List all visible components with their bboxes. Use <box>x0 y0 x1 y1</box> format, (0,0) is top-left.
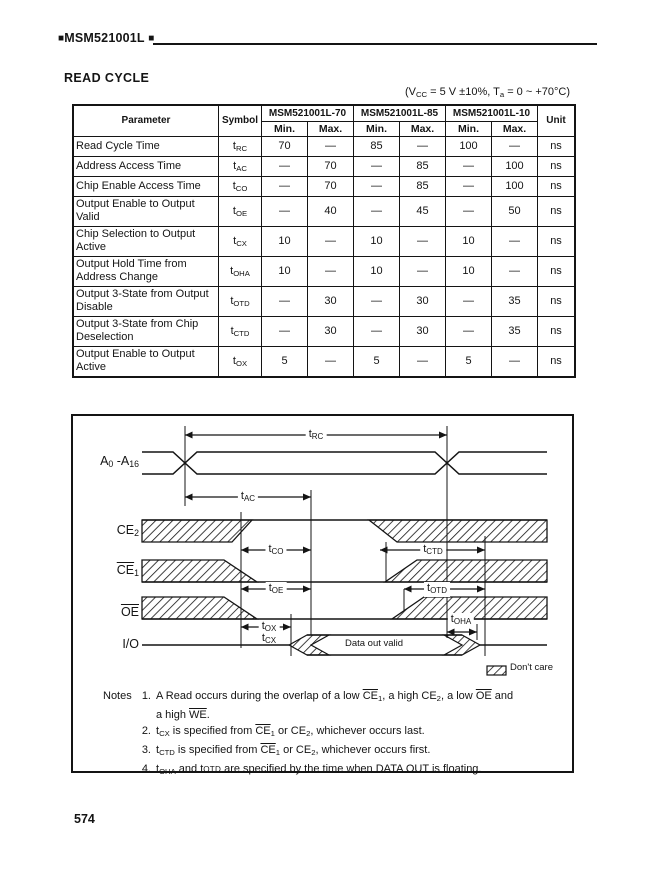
timing-label-tox: $t_{OX}$ <box>259 620 280 635</box>
unit-cell: ns <box>538 136 576 156</box>
section-title: READ CYCLE <box>64 71 150 85</box>
cell: — <box>400 136 446 156</box>
unit-cell: ns <box>538 286 576 316</box>
cell: 30 <box>308 286 354 316</box>
timing-diagram-box <box>71 414 574 776</box>
param-name: Output Enable to Output Active <box>73 346 219 377</box>
note-text: $t_{CTD}$ is specified from $\overline{CE}_1$ or $CE_2$, whichever occurs first. <box>156 743 431 757</box>
note-row <box>103 707 565 723</box>
table-row <box>73 256 575 286</box>
timing-label-tac: $t_{AC}$ <box>238 490 258 505</box>
part-number: MSM521001L <box>64 31 145 45</box>
timing-label-tcx: $t_{CX}$ <box>261 632 277 645</box>
cell: 100 <box>446 136 492 156</box>
timing-label-trc: $t_{RC}$ <box>306 428 327 443</box>
cell: — <box>492 256 538 286</box>
cell: — <box>354 196 400 226</box>
cell: 10 <box>262 226 308 256</box>
cell: — <box>308 226 354 256</box>
cell: 30 <box>400 286 446 316</box>
cell: — <box>308 136 354 156</box>
note-number <box>137 707 151 723</box>
cell: — <box>446 196 492 226</box>
cell: — <box>492 346 538 377</box>
timing-label-totd: $t_{OTD}$ <box>424 582 450 597</box>
param-name: Address Access Time <box>73 156 219 176</box>
col-header-min: Min. <box>446 121 492 136</box>
param-symbol: $t_{AC}$ <box>219 156 262 176</box>
cell: 85 <box>354 136 400 156</box>
cell: — <box>308 346 354 377</box>
param-symbol: $t_{CX}$ <box>219 226 262 256</box>
note-text: a high $\overline{WE}$. <box>156 708 210 721</box>
cell: — <box>354 286 400 316</box>
cell: 100 <box>492 176 538 196</box>
note-text: A Read occurs during the overlap of a low $\overline{CE}_1$, a high $CE_2$, a low $\overline{OE}$ and <box>156 690 514 703</box>
signal-label-ce2: $CE_2$ <box>116 523 139 539</box>
header-rule <box>153 43 597 45</box>
cell: — <box>446 176 492 196</box>
table-row <box>73 316 575 346</box>
param-symbol: $t_{CO}$ <box>219 176 262 196</box>
timing-label-tctd: $t_{CTD}$ <box>420 543 446 558</box>
unit-cell: ns <box>538 176 576 196</box>
col-header-min: Min. <box>262 121 308 136</box>
cell: 50 <box>492 196 538 226</box>
address-waveform <box>142 452 547 474</box>
timing-label-tco: $t_{CO}$ <box>265 543 286 558</box>
cell: 5 <box>354 346 400 377</box>
param-symbol: $t_{RC}$ <box>219 136 262 156</box>
table-row <box>73 176 575 196</box>
signal-label-ce1: $\overline{CE}_1$ <box>116 563 139 579</box>
cell: 100 <box>492 156 538 176</box>
note-row <box>103 723 565 742</box>
notes <box>103 688 565 779</box>
cell: — <box>492 226 538 256</box>
unit-cell: ns <box>538 346 576 377</box>
col-header-min: Min. <box>354 121 400 136</box>
col-header-parameter: Parameter <box>73 105 219 136</box>
param-name: Output 3-State from Chip Deselection <box>73 316 219 346</box>
note-number: 2. <box>141 724 151 737</box>
cell: — <box>354 176 400 196</box>
param-name: Chip Enable Access Time <box>73 176 219 196</box>
unit-cell: ns <box>538 196 576 226</box>
note-text: $t_{OHA}$ and tOTD are specified by the time when DATA OUT is floating. <box>156 762 482 776</box>
cell: — <box>446 316 492 346</box>
cell: 70 <box>308 156 354 176</box>
unit-cell: ns <box>538 316 576 346</box>
dont-care-label: Don't care <box>510 662 554 673</box>
note-text: $t_{CX}$ is specified from $\overline{CE}_1$ or $CE_2$, whichever occurs last. <box>156 724 425 738</box>
cell: 10 <box>446 256 492 286</box>
cell: — <box>446 156 492 176</box>
col-header-symbol: Symbol <box>219 105 262 136</box>
cell: 85 <box>400 156 446 176</box>
table-row <box>73 226 575 256</box>
cell: 30 <box>308 316 354 346</box>
unit-cell: ns <box>538 226 576 256</box>
note-number: 1. <box>141 690 151 702</box>
unit-cell: ns <box>538 156 576 176</box>
cell: — <box>262 286 308 316</box>
cell: 10 <box>446 226 492 256</box>
param-symbol: $t_{OX}$ <box>219 346 262 377</box>
oe-waveform <box>142 597 547 619</box>
cell: 85 <box>400 176 446 196</box>
param-name: Output 3-State from Output Disable <box>73 286 219 316</box>
col-header-max: Max. <box>492 121 538 136</box>
cell: 10 <box>354 226 400 256</box>
cell: 35 <box>492 316 538 346</box>
square-marker-icon: ■ <box>148 33 155 44</box>
cell: — <box>262 176 308 196</box>
col-header-max: Max. <box>400 121 446 136</box>
dont-care-swatch <box>487 666 506 675</box>
page-number: 574 <box>74 812 95 826</box>
table-row <box>73 346 575 377</box>
square-marker-icon: ■ <box>58 33 65 44</box>
table-row <box>73 286 575 316</box>
cell: — <box>262 196 308 226</box>
timing-label-toha: $t_{OHA}$ <box>448 613 474 628</box>
cell: — <box>354 156 400 176</box>
note-row <box>103 742 565 761</box>
param-name: Chip Selection to Output Active <box>73 226 219 256</box>
col-header-group-10: MSM521001L-10 <box>446 105 538 121</box>
param-name: Output Hold Time from Address Change <box>73 256 219 286</box>
param-symbol: $t_{OE}$ <box>219 196 262 226</box>
cell: 40 <box>308 196 354 226</box>
cell: 70 <box>262 136 308 156</box>
col-header-max: Max. <box>308 121 354 136</box>
note-number: 4. <box>141 762 151 775</box>
signal-label-io: I/O <box>122 637 139 651</box>
ce2-waveform <box>142 520 547 542</box>
param-symbol: $t_{OHA}$ <box>219 256 262 286</box>
cell: — <box>400 346 446 377</box>
test-conditions: ($V_{CC} = 5$ V ±10%, $T_a = 0$ ~ +70°C) <box>404 86 570 99</box>
notes-label: Notes <box>103 690 132 702</box>
note-row <box>103 761 565 780</box>
cell: — <box>354 316 400 346</box>
timing-label-toe: $t_{OE}$ <box>266 582 287 597</box>
cell: — <box>262 156 308 176</box>
cell: — <box>492 136 538 156</box>
cell: 30 <box>400 316 446 346</box>
cell: — <box>400 226 446 256</box>
cell: — <box>400 256 446 286</box>
ce1-waveform <box>142 560 547 582</box>
cell: 70 <box>308 176 354 196</box>
param-name: Output Enable to Output Valid <box>73 196 219 226</box>
note-row <box>103 688 565 707</box>
col-header-unit: Unit <box>538 105 576 136</box>
cell: 5 <box>446 346 492 377</box>
part-number-header <box>58 31 154 45</box>
col-header-group-85: MSM521001L-85 <box>354 105 446 121</box>
signal-label-oe: $\overline{OE}$ <box>120 605 139 619</box>
signal-label-address: $A_0$ $-A_{16}$ <box>100 454 139 470</box>
data-out-valid-label: Data out valid <box>344 638 404 649</box>
spec-table <box>72 104 576 378</box>
cell: — <box>262 316 308 346</box>
col-header-group-70: MSM521001L-70 <box>262 105 354 121</box>
param-symbol: $t_{OTD}$ <box>219 286 262 316</box>
cell: 10 <box>354 256 400 286</box>
cell: 10 <box>262 256 308 286</box>
table-row <box>73 156 575 176</box>
param-name: Read Cycle Time <box>73 136 219 156</box>
note-number: 3. <box>141 743 151 756</box>
cell: 35 <box>492 286 538 316</box>
table-row <box>73 196 575 226</box>
cell: 45 <box>400 196 446 226</box>
cell: — <box>308 256 354 286</box>
unit-cell: ns <box>538 256 576 286</box>
cell: 5 <box>262 346 308 377</box>
cell: — <box>446 286 492 316</box>
table-row <box>73 136 575 156</box>
param-symbol: $t_{CTD}$ <box>219 316 262 346</box>
